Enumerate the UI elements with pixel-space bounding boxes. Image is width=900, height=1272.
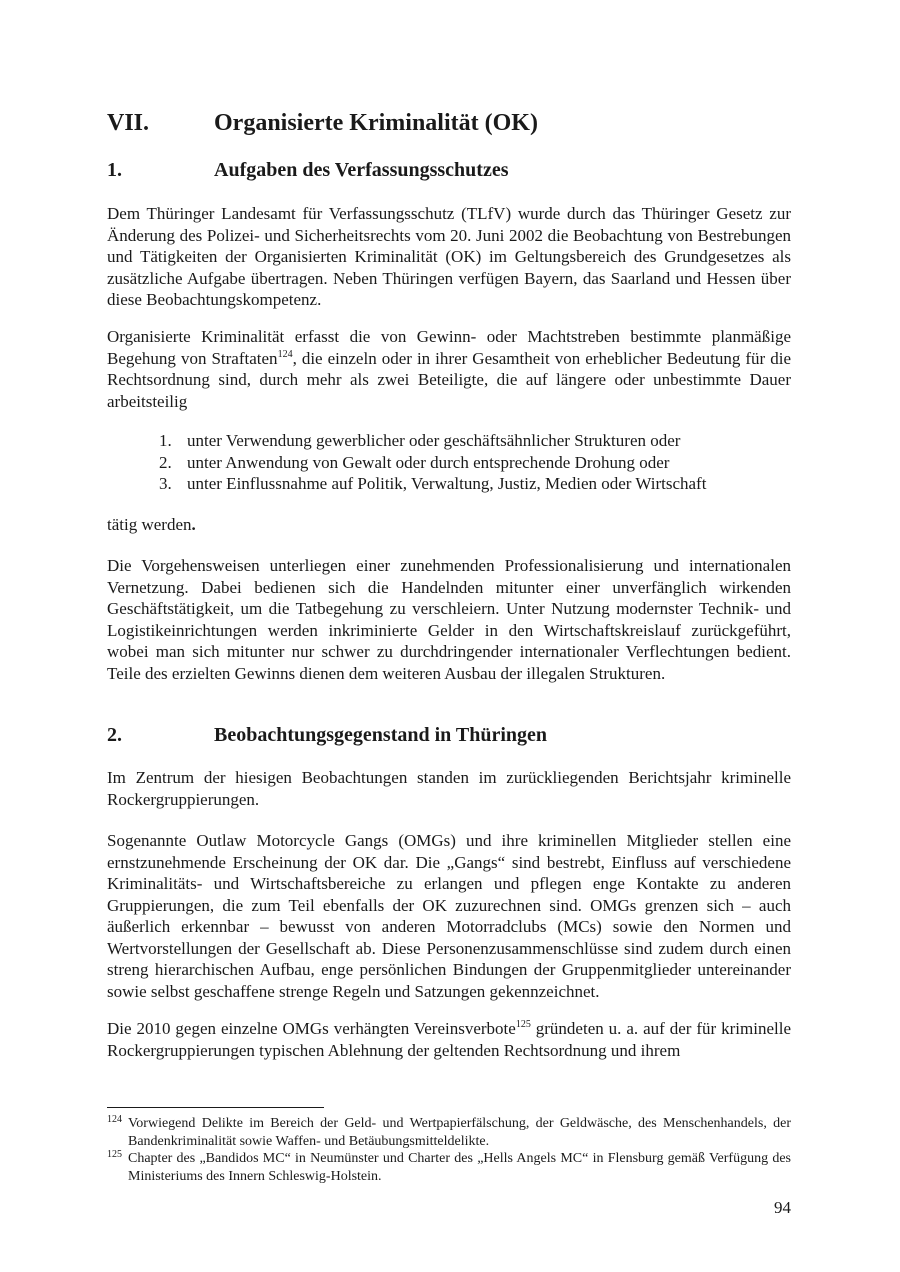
section-number-2: 2. (107, 724, 122, 746)
footnote-125 (107, 1150, 791, 1185)
section-number-1: 1. (107, 159, 122, 181)
footnote-124 (107, 1115, 791, 1150)
list-item-text: unter Anwendung von Gewalt oder durch entsprechende Drohung oder (187, 452, 670, 472)
chapter-heading (107, 108, 538, 138)
list-item (159, 473, 706, 495)
list-item (159, 430, 706, 452)
list-item-text: unter Verwendung gewerblicher oder geschäftsähnlicher Strukturen oder (187, 431, 681, 450)
footnote-separator (107, 1107, 324, 1108)
footnote-ref-125[interactable]: 125 (515, 1019, 531, 1030)
footnote-mark: 125 (107, 1149, 122, 1160)
paragraph-3-text: tätig werden (107, 515, 192, 534)
section-title-2: Beobachtungsgegenstand in Thüringen (214, 724, 548, 746)
section-heading-2 (107, 722, 547, 748)
section-title-1: Aufgaben des Verfassungsschutzes (214, 159, 509, 181)
section-heading-1 (107, 157, 509, 183)
footnote-ref-124[interactable]: 124 (277, 348, 293, 360)
criteria-list (159, 430, 706, 495)
list-item-number: 1. (159, 431, 172, 450)
footnote-text: Chapter des „Bandidos MC“ in Neumünster und Charter des „Hells Angels MC“ in Flensburg gemäß Verfügung des Ministeriums des Innern Schleswig-Holstein. (128, 1151, 791, 1184)
chapter-number: VII. (107, 110, 150, 136)
list-item-text: unter Einflussnahme auf Politik, Verwaltung, Justiz, Medien oder Wirtschaft (187, 474, 707, 493)
paragraph-5: Im Zentrum der hiesigen Beobachtungen standen im zurückliegenden Berichtsjahr kriminelle Rockergruppierungen. (107, 768, 791, 809)
paragraph-4: Die Vorgehensweisen unterliegen einer zunehmenden Professionalisierung und internationalen Vernetzung. Dabei bedienen sich die Handelnden mitunter einer unverfänglich wirkenden Geschäftstätigkeit, um die Tatbegehung zu verschleiern. Unter Nutzung modernster Technik- und Logistikeinrichtungen werden inkriminierte Gelder in den Wirtschaftskreislauf zurückgeführt, wobei man sich mitunter nur schwer zu durchdringender internationaler Verflechtungen bedient. Teile des erzielten Gewinns dienen dem weiteren Ausbau der illegalen Strukturen. (107, 556, 791, 683)
paragraph-6: Sogenannte Outlaw Motorcycle Gangs (OMGs) und ihre kriminellen Mitglieder stellen eine ernstzunehmende Erscheinung der OK dar. Die „Gangs“ sind bestrebt, Einfluss auf verschiedene Kriminalitäts- und Wirtschaftsbereiche zu erlangen und pflegen enge Kontakte zu anderen Gruppierungen, die zum Teil ebenfalls der OK zuzurechnen sind. OMGs grenzen sich – auch äußerlich erkennbar – bewusst von anderen Motorradclubs (MCs) sowie den Normen und Wertvorstellungen der Gesellschaft ab. Diese Personenzusammenschlüsse sind zudem durch einen streng hierarchischen Aufbau, enge persönlichen Bindungen der Gruppenmitglieder untereinander sowie selbst geschaffene strenge Regeln und Satzungen gekennzeichnet. (107, 831, 791, 1001)
list-item-number: 3. (159, 474, 172, 493)
paragraph-2 (107, 326, 791, 412)
paragraph-3 (107, 514, 791, 536)
paragraph-7 (107, 1018, 791, 1061)
chapter-title: Organisierte Kriminalität (OK) (214, 110, 538, 136)
footnote-text: Vorwiegend Delikte im Bereich der Geld- und Wertpapierfälschung, der Geldwäsche, des Menschenhandels, der Bandenkriminalität sowie Waffen- und Betäubungsmitteldelikte. (128, 1116, 791, 1149)
paragraph-1: Dem Thüringer Landesamt für Verfassungsschutz (TLfV) wurde durch das Thüringer Gesetz zur Änderung des Polizei- und Sicherheitsrechts vom 20. Juni 2002 die Beobachtung von Bestrebungen und Tätigkeiten der Organisierten Kriminalität (OK) im Geltungsbereich des Grundgesetzes als zusätzliche Aufgabe übertragen. Neben Thüringen verfügen Bayern, das Saarland und Hessen über diese Beobachtungskompetenz. (107, 204, 791, 309)
list-item-number: 2. (159, 452, 172, 472)
paragraph-2-text-a: Organisierte Kriminalität erfasst die von Gewinn- oder Machtstreben bestimmte planmäßige Begehung von Straftaten (107, 327, 791, 368)
paragraph-3-period: . (191, 515, 196, 534)
paragraph-7-text-b: gründeten u. a. auf der für kriminelle Rockergruppierungen typischen Ablehnung der geltenden Rechtsordnung und ihrem (107, 1019, 791, 1060)
paragraph-7-text-a: Die 2010 gegen einzelne OMGs verhängten Vereinsverbote (107, 1019, 516, 1038)
page-number: 94 (774, 1198, 791, 1217)
list-item (159, 452, 706, 474)
paragraph-2-text-b: , die einzeln oder in ihrer Gesamtheit von erheblicher Bedeutung für die Rechtsordnung sind, durch mehr als zwei Beteiligte, die auf längere oder unbestimmte Dauer arbeitsteilig (107, 348, 791, 411)
footnote-mark: 124 (107, 1114, 122, 1125)
